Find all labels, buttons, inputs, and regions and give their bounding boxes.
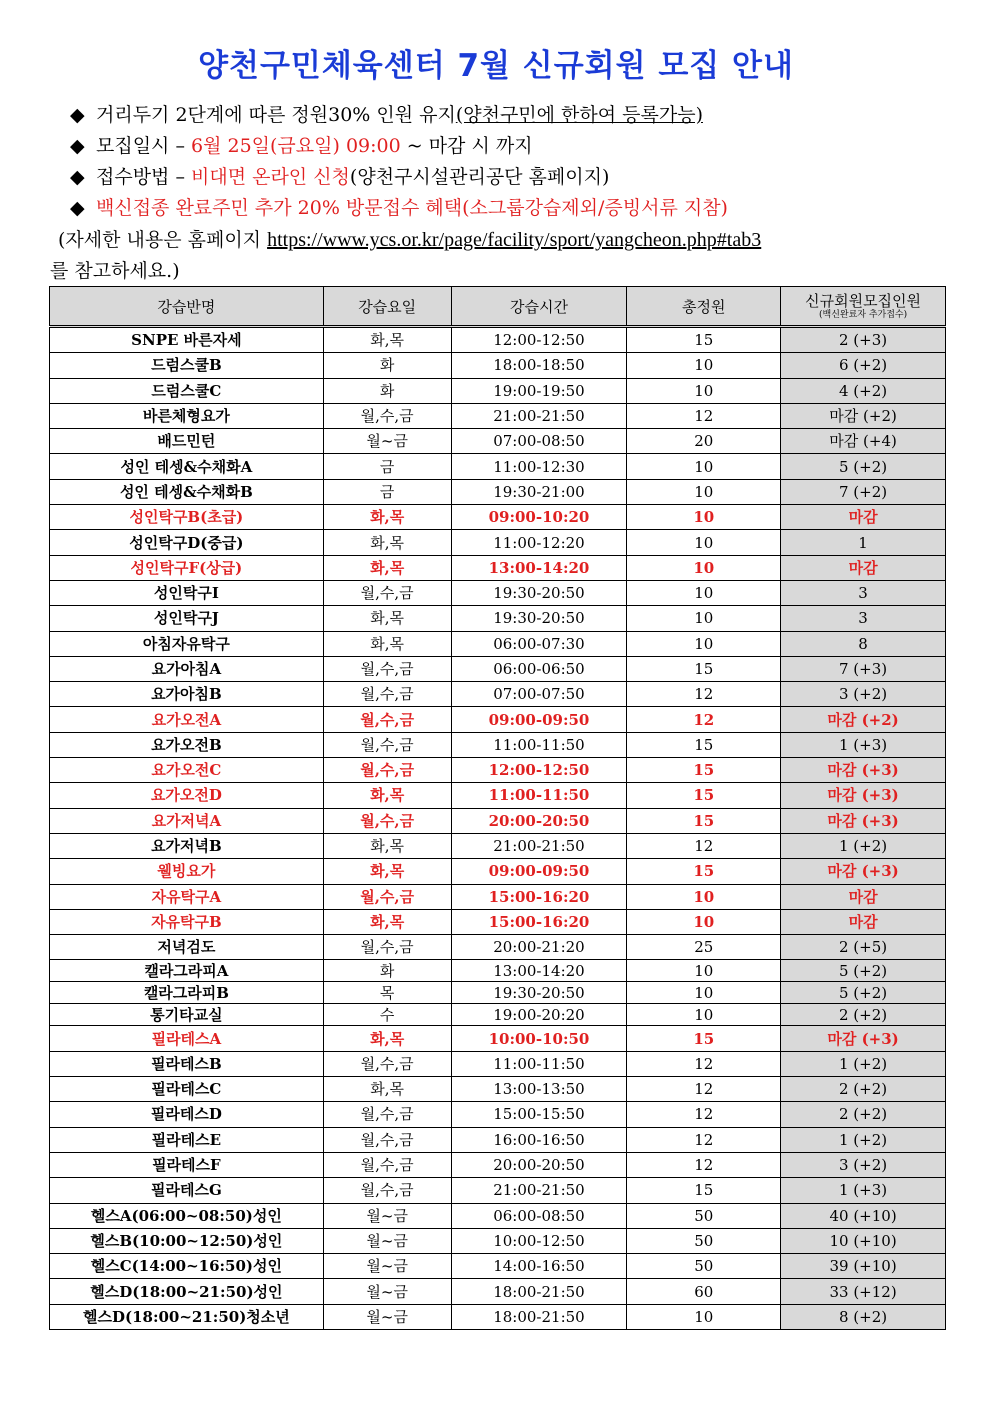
cell-days: 월,수,금: [323, 1178, 451, 1203]
cell-capacity: 12: [627, 682, 781, 707]
cell-capacity: 15: [627, 1026, 781, 1051]
table-row: [50, 732, 946, 757]
table-row: [50, 656, 946, 681]
cell-time: 20:00-20:50: [451, 808, 627, 833]
notice-distancing: [70, 100, 703, 127]
cell-capacity: 12: [627, 403, 781, 428]
cell-recruit: 마감 (+3): [781, 758, 946, 783]
cell-capacity: 12: [627, 707, 781, 732]
cell-class-name: 헬스B(10:00~12:50)성인: [50, 1228, 324, 1253]
cell-recruit: 5 (+2): [781, 454, 946, 479]
cell-days: 월~금: [323, 1279, 451, 1304]
notice-method-value: 비대면 온라인 신청: [191, 166, 350, 188]
cell-capacity: 10: [627, 479, 781, 504]
cell-capacity: 12: [627, 1077, 781, 1102]
cell-capacity: 10: [627, 555, 781, 580]
cell-days: 월,수,금: [323, 1127, 451, 1152]
cell-class-name: 캘라그라피A: [50, 960, 324, 982]
cell-recruit: 마감 (+4): [781, 429, 946, 454]
cell-time: 09:00-09:50: [451, 859, 627, 884]
cell-recruit: 마감 (+2): [781, 403, 946, 428]
cell-time: 19:30-21:00: [451, 479, 627, 504]
cell-time: 13:00-14:20: [451, 555, 627, 580]
class-schedule-table: [49, 286, 946, 1330]
cell-time: 21:00-21:50: [451, 403, 627, 428]
table-row: [50, 982, 946, 1004]
cell-time: 11:00-11:50: [451, 1051, 627, 1076]
cell-class-name: 드럼스쿨B: [50, 353, 324, 378]
table-header-row: [50, 287, 946, 327]
cell-time: 11:00-12:30: [451, 454, 627, 479]
cell-time: 20:00-20:50: [451, 1152, 627, 1177]
cell-class-name: 필라테스D: [50, 1102, 324, 1127]
header-recruit-label: 신규회원모집인원: [805, 291, 922, 310]
cell-time: 12:00-12:50: [451, 758, 627, 783]
cell-days: 월,수,금: [323, 1102, 451, 1127]
cell-class-name: 드럼스쿨C: [50, 378, 324, 403]
cell-recruit: 8 (+2): [781, 1304, 946, 1329]
table-row: [50, 1102, 946, 1127]
table-row: [50, 327, 946, 353]
cell-capacity: 10: [627, 606, 781, 631]
cell-capacity: 10: [627, 1304, 781, 1329]
cell-days: 화,목: [323, 555, 451, 580]
cell-time: 07:00-07:50: [451, 682, 627, 707]
table-row: [50, 935, 946, 960]
cell-capacity: 10: [627, 884, 781, 909]
table-row: [50, 833, 946, 858]
cell-recruit: 39 (+10): [781, 1254, 946, 1279]
cell-time: 15:00-16:20: [451, 909, 627, 934]
cell-capacity: 20: [627, 429, 781, 454]
cell-days: 월,수,금: [323, 808, 451, 833]
notice-method-label: 접수방법 –: [96, 166, 191, 188]
cell-recruit: 2 (+2): [781, 1077, 946, 1102]
header-capacity: 총정원: [627, 287, 781, 327]
table-row: [50, 479, 946, 504]
cell-recruit: 8: [781, 631, 946, 656]
cell-recruit: 1 (+3): [781, 1178, 946, 1203]
cell-recruit: 마감 (+3): [781, 783, 946, 808]
table-row: [50, 1178, 946, 1203]
table-row: [50, 758, 946, 783]
cell-days: 화,목: [323, 606, 451, 631]
table-row: [50, 606, 946, 631]
cell-class-name: 아침자유탁구: [50, 631, 324, 656]
cell-capacity: 12: [627, 833, 781, 858]
cell-time: 12:00-12:50: [451, 327, 627, 353]
cell-recruit: 마감 (+3): [781, 859, 946, 884]
cell-time: 10:00-12:50: [451, 1228, 627, 1253]
cell-recruit: 마감: [781, 884, 946, 909]
cell-class-name: 웰빙요가: [50, 859, 324, 884]
cell-capacity: 15: [627, 732, 781, 757]
cell-time: 20:00-21:20: [451, 935, 627, 960]
cell-time: 21:00-21:50: [451, 1178, 627, 1203]
cell-time: 19:30-20:50: [451, 982, 627, 1004]
notice-distancing-note: (양천구민에 한하여 등록가능): [455, 104, 703, 126]
cell-recruit: 마감: [781, 505, 946, 530]
cell-class-name: 요가저녁A: [50, 808, 324, 833]
table-row: [50, 353, 946, 378]
cell-class-name: 필라테스B: [50, 1051, 324, 1076]
cell-recruit: 1 (+2): [781, 833, 946, 858]
notice-vaccine: [70, 193, 728, 220]
cell-recruit: 1 (+2): [781, 1051, 946, 1076]
cell-class-name: 요가오전A: [50, 707, 324, 732]
cell-days: 월,수,금: [323, 682, 451, 707]
cell-time: 15:00-16:20: [451, 884, 627, 909]
cell-class-name: 성인탁구I: [50, 580, 324, 605]
cell-days: 월,수,금: [323, 935, 451, 960]
cell-class-name: 성인탁구B(초급): [50, 505, 324, 530]
cell-days: 월~금: [323, 1203, 451, 1228]
cell-recruit: 마감 (+3): [781, 808, 946, 833]
notice-recruit-date: [70, 131, 533, 158]
cell-recruit: 1 (+3): [781, 732, 946, 757]
diamond-bullet-icon: ◆: [70, 135, 85, 157]
header-recruit-note: (백신완료자 추가접수): [819, 309, 908, 320]
cell-time: 15:00-15:50: [451, 1102, 627, 1127]
cell-capacity: 10: [627, 982, 781, 1004]
cell-capacity: 10: [627, 580, 781, 605]
cell-capacity: 15: [627, 1178, 781, 1203]
cell-days: 화: [323, 960, 451, 982]
cell-recruit: 4 (+2): [781, 378, 946, 403]
cell-recruit: 5 (+2): [781, 960, 946, 982]
cell-recruit: 1: [781, 530, 946, 555]
cell-days: 화,목: [323, 327, 451, 353]
cell-class-name: 헬스D(18:00~21:50)성인: [50, 1279, 324, 1304]
cell-time: 07:00-08:50: [451, 429, 627, 454]
cell-time: 21:00-21:50: [451, 833, 627, 858]
cell-class-name: 성인탁구J: [50, 606, 324, 631]
cell-recruit: 2 (+2): [781, 1004, 946, 1026]
cell-class-name: 요가아침B: [50, 682, 324, 707]
cell-recruit: 마감 (+3): [781, 1026, 946, 1051]
cell-time: 18:00-21:50: [451, 1304, 627, 1329]
cell-days: 월,수,금: [323, 656, 451, 681]
cell-days: 금: [323, 479, 451, 504]
cell-days: 수: [323, 1004, 451, 1026]
table-row: [50, 454, 946, 479]
cell-recruit: 6 (+2): [781, 353, 946, 378]
header-recruit: [781, 287, 946, 327]
cell-recruit: 마감: [781, 909, 946, 934]
cell-days: 월,수,금: [323, 403, 451, 428]
cell-days: 월~금: [323, 429, 451, 454]
notice-method-tail: (양천구시설관리공단 홈페이지): [349, 166, 610, 188]
notice-date-tail: ~ 마감 시 까지: [400, 135, 533, 157]
cell-days: 월,수,금: [323, 707, 451, 732]
cell-time: 13:00-14:20: [451, 960, 627, 982]
table-row: [50, 1051, 946, 1076]
cell-days: 월,수,금: [323, 1152, 451, 1177]
table-row: [50, 1152, 946, 1177]
cell-capacity: 10: [627, 1004, 781, 1026]
cell-capacity: 15: [627, 859, 781, 884]
cell-class-name: 배드민턴: [50, 429, 324, 454]
cell-class-name: 필라테스G: [50, 1178, 324, 1203]
notice-date-value: 6월 25일(금요일) 09:00: [191, 135, 401, 157]
cell-class-name: 필라테스A: [50, 1026, 324, 1051]
table-row: [50, 707, 946, 732]
cell-time: 18:00-18:50: [451, 353, 627, 378]
table-row: [50, 1203, 946, 1228]
table-row: [50, 1127, 946, 1152]
cell-days: 금: [323, 454, 451, 479]
cell-capacity: 50: [627, 1228, 781, 1253]
cell-days: 월,수,금: [323, 732, 451, 757]
cell-days: 화,목: [323, 505, 451, 530]
cell-time: 16:00-16:50: [451, 1127, 627, 1152]
cell-time: 06:00-07:30: [451, 631, 627, 656]
table-row: [50, 783, 946, 808]
cell-time: 06:00-08:50: [451, 1203, 627, 1228]
cell-days: 월,수,금: [323, 758, 451, 783]
cell-class-name: 헬스A(06:00~08:50)성인: [50, 1203, 324, 1228]
cell-class-name: 요가오전B: [50, 732, 324, 757]
table-row: [50, 1004, 946, 1026]
cell-days: 목: [323, 982, 451, 1004]
diamond-bullet-icon: ◆: [70, 104, 85, 126]
cell-class-name: 필라테스F: [50, 1152, 324, 1177]
cell-class-name: 성인 테셍&수채화B: [50, 479, 324, 504]
notice-homepage-text: (자세한 내용은 홈페이지: [58, 229, 268, 251]
cell-class-name: 통기타교실: [50, 1004, 324, 1026]
cell-class-name: 저녁검도: [50, 935, 324, 960]
cell-days: 월,수,금: [323, 580, 451, 605]
cell-capacity: 10: [627, 454, 781, 479]
cell-recruit: 3 (+2): [781, 1152, 946, 1177]
notice-homepage-tail: 를 참고하세요.): [50, 260, 180, 282]
cell-days: 월~금: [323, 1304, 451, 1329]
cell-days: 화,목: [323, 783, 451, 808]
cell-days: 화,목: [323, 833, 451, 858]
cell-capacity: 12: [627, 1127, 781, 1152]
table-row: [50, 682, 946, 707]
table-row: [50, 960, 946, 982]
cell-time: 13:00-13:50: [451, 1077, 627, 1102]
cell-days: 화: [323, 353, 451, 378]
cell-days: 화,목: [323, 859, 451, 884]
cell-time: 19:00-19:50: [451, 378, 627, 403]
cell-capacity: 10: [627, 353, 781, 378]
cell-recruit: 5 (+2): [781, 982, 946, 1004]
cell-class-name: 요가오전D: [50, 783, 324, 808]
header-days: 강습요일: [323, 287, 451, 327]
cell-class-name: 필라테스C: [50, 1077, 324, 1102]
cell-recruit: 마감 (+2): [781, 707, 946, 732]
cell-days: 화,목: [323, 1026, 451, 1051]
cell-capacity: 15: [627, 808, 781, 833]
table-row: [50, 378, 946, 403]
table-row: [50, 1279, 946, 1304]
table-row: [50, 1026, 946, 1051]
cell-time: 11:00-11:50: [451, 732, 627, 757]
cell-class-name: 자유탁구A: [50, 884, 324, 909]
table-row: [50, 530, 946, 555]
cell-capacity: 12: [627, 1051, 781, 1076]
cell-days: 월~금: [323, 1254, 451, 1279]
cell-class-name: 요가저녁B: [50, 833, 324, 858]
cell-recruit: 2 (+2): [781, 1102, 946, 1127]
cell-capacity: 10: [627, 631, 781, 656]
cell-time: 09:00-10:20: [451, 505, 627, 530]
cell-days: 화: [323, 378, 451, 403]
cell-capacity: 10: [627, 960, 781, 982]
cell-capacity: 10: [627, 909, 781, 934]
header-class-name: 강습반명: [50, 287, 324, 327]
cell-class-name: 자유탁구B: [50, 909, 324, 934]
table-row: [50, 909, 946, 934]
cell-time: 09:00-09:50: [451, 707, 627, 732]
cell-time: 18:00-21:50: [451, 1279, 627, 1304]
cell-time: 06:00-06:50: [451, 656, 627, 681]
cell-time: 10:00-10:50: [451, 1026, 627, 1051]
cell-recruit: 3: [781, 580, 946, 605]
cell-class-name: 헬스D(18:00~21:50)청소년: [50, 1304, 324, 1329]
table-row: [50, 884, 946, 909]
table-row: [50, 403, 946, 428]
table-row: [50, 1077, 946, 1102]
cell-days: 월,수,금: [323, 1051, 451, 1076]
cell-class-name: 성인탁구F(상급): [50, 555, 324, 580]
cell-time: 19:30-20:50: [451, 606, 627, 631]
cell-days: 화,목: [323, 1077, 451, 1102]
table-row: [50, 429, 946, 454]
table-row: [50, 505, 946, 530]
cell-capacity: 10: [627, 505, 781, 530]
cell-recruit: 3 (+2): [781, 682, 946, 707]
cell-capacity: 12: [627, 1152, 781, 1177]
cell-days: 화,목: [323, 631, 451, 656]
cell-class-name: 헬스C(14:00~16:50)성인: [50, 1254, 324, 1279]
cell-recruit: 33 (+12): [781, 1279, 946, 1304]
diamond-bullet-icon: ◆: [70, 197, 85, 219]
cell-class-name: 캘라그라피B: [50, 982, 324, 1004]
table-row: [50, 808, 946, 833]
cell-capacity: 15: [627, 327, 781, 353]
notice-homepage: [58, 225, 761, 252]
table-row: [50, 1304, 946, 1329]
cell-class-name: 바른체형요가: [50, 403, 324, 428]
cell-capacity: 60: [627, 1279, 781, 1304]
cell-recruit: 40 (+10): [781, 1203, 946, 1228]
notice-distancing-text: 거리두기 2단계에 따른 정원30% 인원 유지: [96, 104, 456, 126]
cell-class-name: 성인 테셍&수채화A: [50, 454, 324, 479]
notice-method: [70, 162, 609, 189]
cell-recruit: 7 (+2): [781, 479, 946, 504]
cell-recruit: 7 (+3): [781, 656, 946, 681]
cell-time: 14:00-16:50: [451, 1254, 627, 1279]
cell-recruit: 1 (+2): [781, 1127, 946, 1152]
cell-time: 11:00-12:20: [451, 530, 627, 555]
cell-class-name: SNPE 바른자세: [50, 327, 324, 353]
notice-vaccine-text: 백신접종 완료주민 추가 20% 방문접수 혜택(소그룹강습제외/증빙서류 지참): [96, 197, 728, 219]
table-row: [50, 555, 946, 580]
table-row: [50, 580, 946, 605]
diamond-bullet-icon: ◆: [70, 166, 85, 188]
cell-capacity: 12: [627, 1102, 781, 1127]
cell-recruit: 10 (+10): [781, 1228, 946, 1253]
cell-time: 11:00-11:50: [451, 783, 627, 808]
cell-days: 화,목: [323, 530, 451, 555]
cell-capacity: 10: [627, 378, 781, 403]
table-row: [50, 859, 946, 884]
cell-capacity: 10: [627, 530, 781, 555]
cell-capacity: 15: [627, 758, 781, 783]
cell-class-name: 요가아침A: [50, 656, 324, 681]
cell-recruit: 2 (+3): [781, 327, 946, 353]
cell-capacity: 15: [627, 656, 781, 681]
cell-capacity: 25: [627, 935, 781, 960]
cell-class-name: 필라테스E: [50, 1127, 324, 1152]
cell-days: 화,목: [323, 909, 451, 934]
cell-recruit: 2 (+5): [781, 935, 946, 960]
notice-date-label: 모집일시 –: [96, 135, 191, 157]
page-title: 양천구민체육센터 7월 신규회원 모집 안내: [198, 48, 794, 84]
cell-recruit: 3: [781, 606, 946, 631]
cell-class-name: 성인탁구D(중급): [50, 530, 324, 555]
cell-recruit: 마감: [781, 555, 946, 580]
cell-capacity: 50: [627, 1203, 781, 1228]
cell-time: 19:00-20:20: [451, 1004, 627, 1026]
cell-capacity: 15: [627, 783, 781, 808]
table-row: [50, 1228, 946, 1253]
cell-class-name: 요가오전C: [50, 758, 324, 783]
homepage-link[interactable]: https://www.ycs.or.kr/page/facility/sport/yangcheon.php#tab3: [267, 229, 762, 251]
cell-capacity: 50: [627, 1254, 781, 1279]
cell-days: 월~금: [323, 1228, 451, 1253]
header-time: 강습시간: [451, 287, 627, 327]
table-row: [50, 1254, 946, 1279]
cell-time: 19:30-20:50: [451, 580, 627, 605]
table-row: [50, 631, 946, 656]
cell-days: 월,수,금: [323, 884, 451, 909]
